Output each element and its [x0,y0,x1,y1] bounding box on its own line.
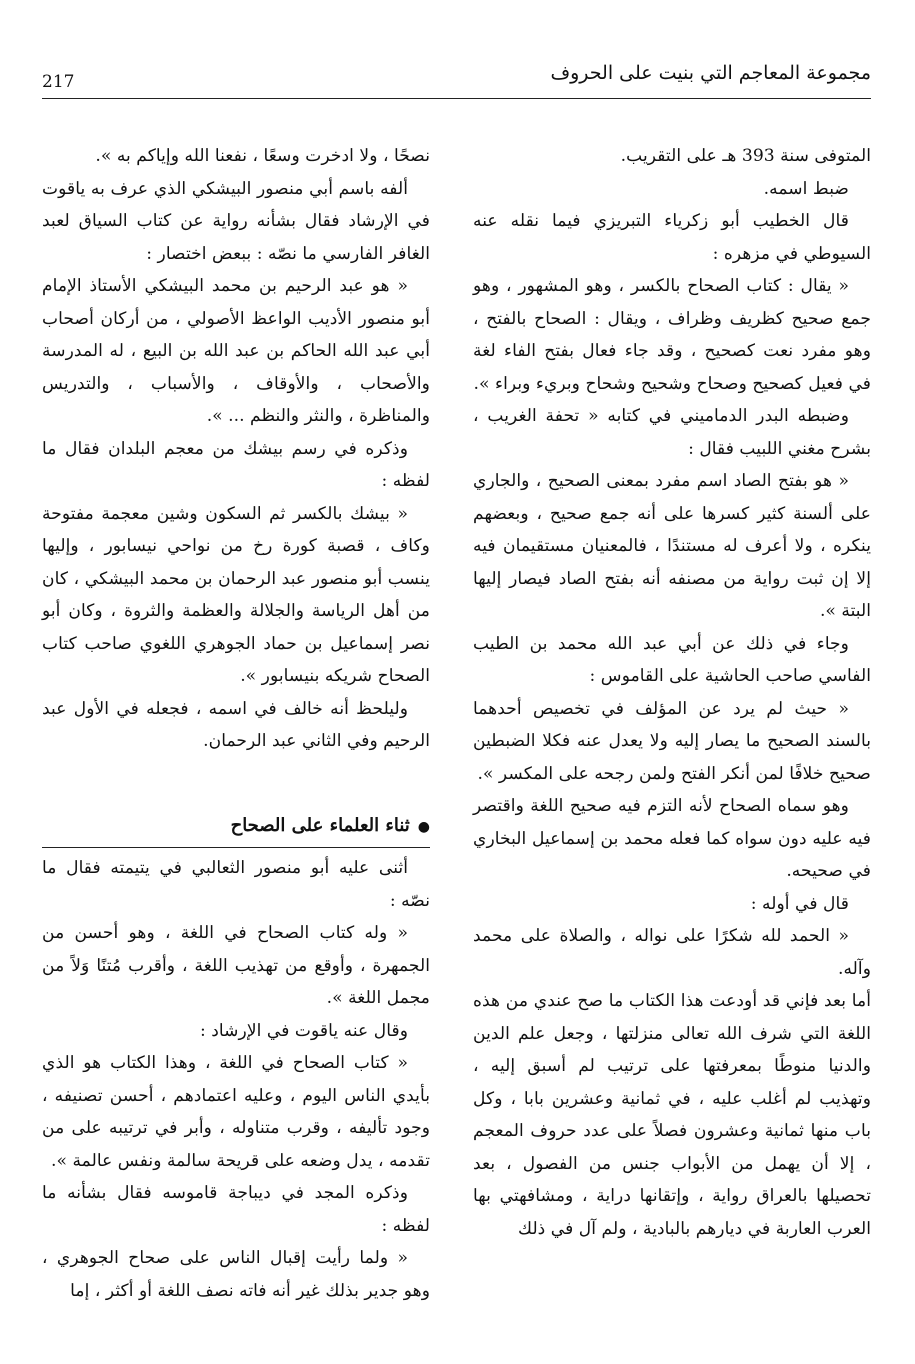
paragraph: ضبط اسمه. [763,178,849,199]
section-heading [42,810,430,849]
paragraph: قال الخطيب أبو زكرياء التبريزي فيما نقله عنه السيوطي في مزهره : [473,211,871,264]
paragraph: وضبطه البدر الدماميني في كتابه « تحفة الغريب ، بشرح مغني اللبيب فقال : [473,406,871,459]
paragraph: وهو سماه الصحاح لأنه التزم فيه صحيح اللغة واقتصر فيه عليه دون سواه كما فعله محمد بن إسماعيل البخاري في صحيحه. [473,796,871,881]
quote-paragraph: « حيث لم يرد عن المؤلف في تخصيص أحدهما بالسند الصحيح ما يصار إليه ولا يعدل عنه فكلا الضبطين صحيح خلافًا لمن أنكر الفتح ولمن رجحه على المكسر ». [473,698,871,784]
right-column [473,140,871,1245]
paragraph: نصحًا ، ولا ادخرت وسعًا ، نفعنا الله وإياكم به ». [95,146,430,166]
paragraph: ألفه باسم أبي منصور البيشكي الذي عرف به ياقوت في الإرشاد فقال بشأنه رواية عن كتاب السياق لعبد الغافر الفارسي ما نصّه : ببعض اختصار : [42,178,430,264]
quote-paragraph: « هو عبد الرحيم بن محمد البيشكي الأستاذ الإمام أبو منصور الأديب الواعظ الأصولي ، من أركان أصحاب أبي عبد الله الحاكم بن عبد الله بن البيع ، له المدرسة والأصحاب ، والأوقاف ، والأسباب ، والتدريس والمناظرة ، والنثر والنظم ... ». [42,276,430,426]
running-title: مجموعة المعاجم التي بنيت على الحروف [550,62,871,84]
quote-paragraph: « الحمد لله شكرًا على نواله ، والصلاة على محمد وآله. [473,926,871,979]
paragraph: قال في أوله : [750,893,849,914]
quote-paragraph: « بيشك بالكسر ثم السكون وشين معجمة مفتوحة وكاف ، قصبة كورة رخ من نواحي نيسابور ، وإليها ينسب أبو منصور عبد الرحمان بن محمد البيشكي ، كان من أهل الرياسة والجلالة والعظمة والثروة ، وكان أبو نصر إسماعيل بن حماد الجوهري اللغوي صاحب كتاب الصحاح شريكه بنيسابور ». [42,503,430,686]
quote-paragraph: « ولما رأيت إقبال الناس على صحاح الجوهري ، وهو جدير بذلك غير أنه فاته نصف اللغة أو أكثر ، إما [42,1248,430,1301]
section-heading-text: ثناء العلماء على الصحاح [230,814,410,836]
quote-paragraph: « كتاب الصحاح في اللغة ، وهذا الكتاب هو الذي بأيدي الناس اليوم ، وعليه اعتمادهم ، أحسن تصنيفه ، وجود تأليفه ، وقرب متناوله ، وأبر في ترتيبه على من تقدمه ، يدل وضعه على قريحة سالمة ونفس عالمة ». [42,1053,430,1171]
quote-paragraph: « يقال : كتاب الصحاح بالكسر ، وهو المشهور ، وهو جمع صحيح كظريف وظراف ، ويقال : الصحاح بالفتح ، وهو مفرد نعت كصحيح ، وقد جاء فعال بفتح الفاء لغة في فعيل كصحيح وصحاح وشحيح وشحاح وبريء وبراء ». [473,276,871,394]
quote-paragraph: « هو بفتح الصاد اسم مفرد بمعنى الصحيح ، والجاري على ألسنة كثير كسرها على أنه جمع صحيح ، وبعضهم ينكره ، ولا أعرف له مستندًا ، فالمعنيان مستقيمان فيه إلا إن ثبت رواية من مصنفه أنه بفتح الصاد فيصار إليها البتة ». [473,471,871,621]
paragraph: وقال عنه ياقوت في الإرشاد : [199,1020,408,1041]
bullet-icon: ● [417,818,430,835]
paragraph: المتوفى سنة 393 هـ على التقريب. [620,146,871,166]
quote-paragraph: « وله كتاب الصحاح في اللغة ، وهو أحسن من الجمهرة ، وأوقع من تهذيب اللغة ، وأقرب مُتنًا وَلاً من مجمل اللغة ». [42,923,430,1008]
page-number: 217 [42,72,75,92]
paragraph: وليلحظ أنه خالف في اسمه ، فجعله في الأول عبد الرحيم وفي الثاني عبد الرحمان. [42,698,430,751]
paragraph: وذكره في رسم بيشك من معجم البلدان فقال ما لفظه : [42,438,430,491]
left-column [42,140,430,1307]
paragraph: أما بعد فإني قد أودعت هذا الكتاب ما صح عندي من هذه اللغة التي شرف الله تعالى منزلتها ، وجعل علم الدين والدنيا منوطًا بمعرفتها على ترتيب لم أسبق إليه ، وتهذيب لم أغلب عليه ، في ثمانية وعشرين بابا ، وكل باب منها ثمانية وعشرون فصلاً على عدد حروف المعجم ، إلا أن يهمل من الأبواب جنس من الفصول ، بعد تحصيلها بالعراق رواية ، وإتقانها دراية ، ومشافهتي بها العرب العاربة في ديارهم بالبادية ، ولم آل في ذلك [473,991,871,1239]
paragraph: وجاء في ذلك عن أبي عبد الله محمد بن الطيب الفاسي صاحب الحاشية على القاموس : [473,633,871,686]
paragraph: أثنى عليه أبو منصور الثعالبي في يتيمته فقال ما نصّه : [42,858,430,911]
page-header [42,58,871,99]
paragraph: وذكره المجد في ديباجة قاموسه فقال بشأنه ما لفظه : [42,1183,430,1236]
